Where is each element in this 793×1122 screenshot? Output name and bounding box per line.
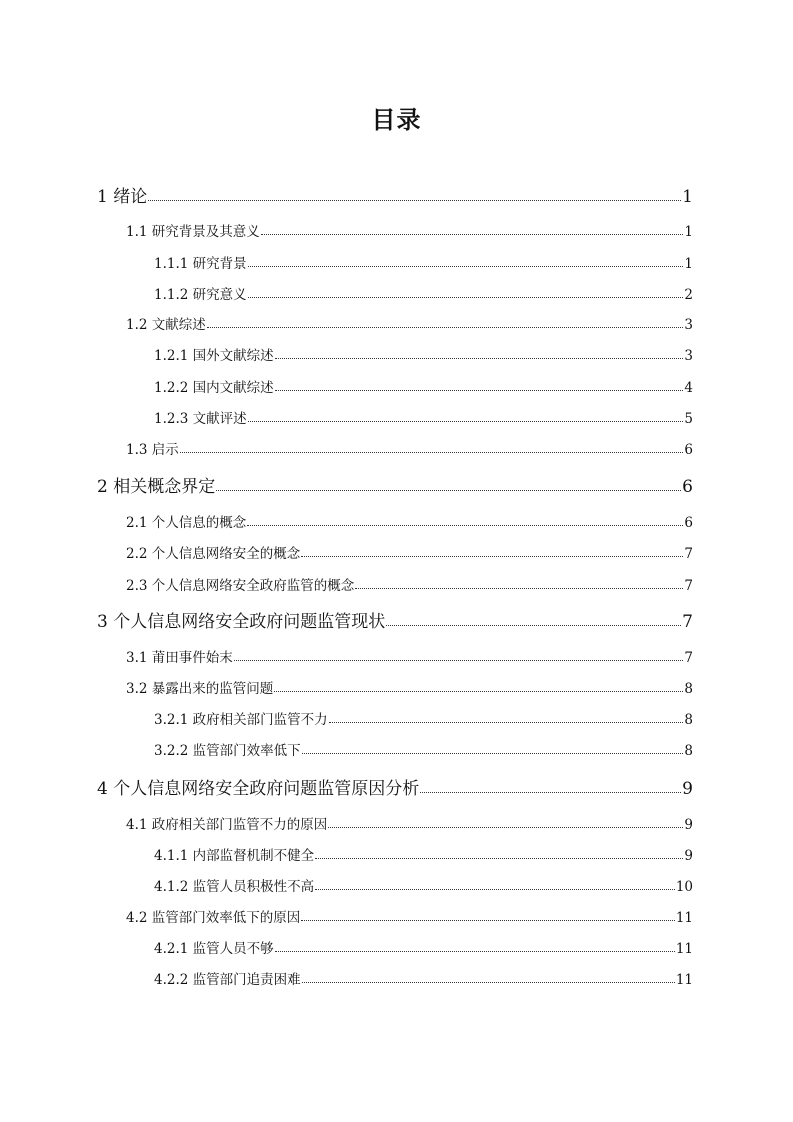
toc-entry[interactable] [97,774,693,799]
toc-dot-leader [301,547,683,557]
toc-dot-leader [275,349,684,359]
page-title: 目录 [371,106,422,134]
toc-dot-leader [315,849,683,859]
toc-entry-page: 11 [675,972,693,988]
toc-entry-label: 2.3 个人信息网络安全政府监管的概念 [126,578,355,594]
toc-entry-page: 8 [684,712,693,728]
toc-entry-label: 1 绪论 [97,187,148,207]
toc-entry-page: 5 [684,411,693,427]
toc-dot-leader [216,478,681,491]
toc-entry-page: 11 [675,941,693,957]
toc-entry[interactable] [154,968,693,988]
toc-dot-leader [275,381,684,391]
toc-entry[interactable] [154,283,693,303]
toc-entry-label: 4.2.2 监管部门追责困难 [154,972,301,988]
toc-entry-label: 1.2.1 国外文献综述 [154,348,274,364]
toc-entry[interactable] [97,182,693,207]
toc-entry-page: 8 [684,743,693,759]
toc-entry-label: 1.1 研究背景及其意义 [126,224,260,240]
toc-dot-leader [302,973,675,983]
toc-entry-label: 4.2.1 监管人员不够 [154,941,274,957]
toc-entry-label: 1.2 文献综述 [126,317,206,333]
toc-entry-label: 3.2.2 监管部门效率低下 [154,743,301,759]
toc-entry-label: 3.1 莆田事件始末 [126,650,233,666]
toc-entry[interactable] [154,407,693,427]
toc-entry-page: 9 [682,779,693,799]
toc-entry[interactable] [126,511,693,531]
toc-entry-label: 2.2 个人信息网络安全的概念 [126,546,301,562]
toc-entry[interactable] [154,252,693,272]
toc-entry-label: 4.1.1 内部监督机制不健全 [154,848,315,864]
toc-entry[interactable] [97,607,693,632]
toc-entry-label: 1.2.2 国内文献综述 [154,380,274,396]
toc-entry-label: 4.2 监管部门效率低下的原因 [126,910,301,926]
toc-entry-label: 2 相关概念界定 [97,477,216,497]
toc-entry-label: 4.1 政府相关部门监管不力的原因 [126,817,328,833]
toc-entry-label: 4.1.2 监管人员积极性不高 [154,879,315,895]
toc-entry[interactable] [126,438,693,458]
toc-dot-leader [234,651,684,661]
toc-dot-leader [329,713,684,723]
toc-entry[interactable] [154,376,693,396]
toc-entry-page: 11 [675,910,693,926]
toc-entry-page: 3 [684,348,693,364]
toc-entry[interactable] [126,813,693,833]
toc-entry-label: 1.1.1 研究背景 [154,256,247,272]
toc-entry-page: 1 [684,224,693,240]
toc-entry[interactable] [126,906,693,926]
toc-dot-leader [275,942,675,952]
toc-entry-page: 7 [684,578,693,594]
toc-entry[interactable] [126,313,693,333]
toc-entry[interactable] [126,677,693,697]
toc-entry-page: 6 [682,477,693,497]
toc-entry-page: 9 [684,848,693,864]
toc-dot-leader [247,516,683,526]
toc-dot-leader [248,412,684,422]
toc-dot-leader [386,613,681,626]
toc-entry-label: 3 个人信息网络安全政府问题监管现状 [97,612,386,632]
toc-entry-page: 4 [684,380,693,396]
toc-entry-page: 7 [684,650,693,666]
toc-entry-page: 6 [684,442,693,458]
toc-entry-label: 3.2.1 政府相关部门监管不力 [154,712,328,728]
toc-dot-leader [328,818,683,828]
toc-entry-label: 2.1 个人信息的概念 [126,515,247,531]
toc-entry-page: 3 [684,317,693,333]
toc-entry[interactable] [154,344,693,364]
toc-entry-page: 10 [675,879,693,895]
toc-dot-leader [180,443,684,453]
toc-dot-leader [274,682,683,692]
toc-dot-leader [355,579,683,589]
toc-entry-label: 1.3 启示 [126,442,179,458]
toc-entry[interactable] [154,937,693,957]
toc-entry[interactable] [97,472,693,497]
toc-entry-label: 4 个人信息网络安全政府问题监管原因分析 [97,779,420,799]
toc-entry[interactable] [154,708,693,728]
toc-dot-leader [315,880,675,890]
toc-dot-leader [207,318,684,328]
toc-entry-page: 9 [684,817,693,833]
toc-entry-page: 2 [684,287,693,303]
toc-dot-leader [248,257,684,267]
toc-entry-page: 6 [684,515,693,531]
toc-entry[interactable] [154,844,693,864]
toc-dot-leader [248,288,684,298]
toc-entry[interactable] [154,875,693,895]
toc-dot-leader [261,225,684,235]
toc-entry-page: 1 [684,256,693,272]
toc-entry-page: 1 [682,187,693,207]
toc-entry[interactable] [126,646,693,666]
toc-dot-leader [420,780,681,793]
toc-dot-leader [148,188,681,201]
toc-entry[interactable] [154,739,693,759]
toc-entry-page: 7 [682,612,693,632]
toc-entry-label: 1.1.2 研究意义 [154,287,247,303]
toc-entry-page: 8 [684,681,693,697]
toc-dot-leader [301,911,675,921]
toc-entry-label: 1.2.3 文献评述 [154,411,247,427]
toc-dot-leader [302,744,684,754]
toc-entry-label: 3.2 暴露出来的监管问题 [126,681,274,697]
toc-entry[interactable] [126,220,693,240]
toc-entry-page: 7 [684,546,693,562]
toc-entry[interactable] [126,574,693,594]
toc-entry[interactable] [126,542,693,562]
